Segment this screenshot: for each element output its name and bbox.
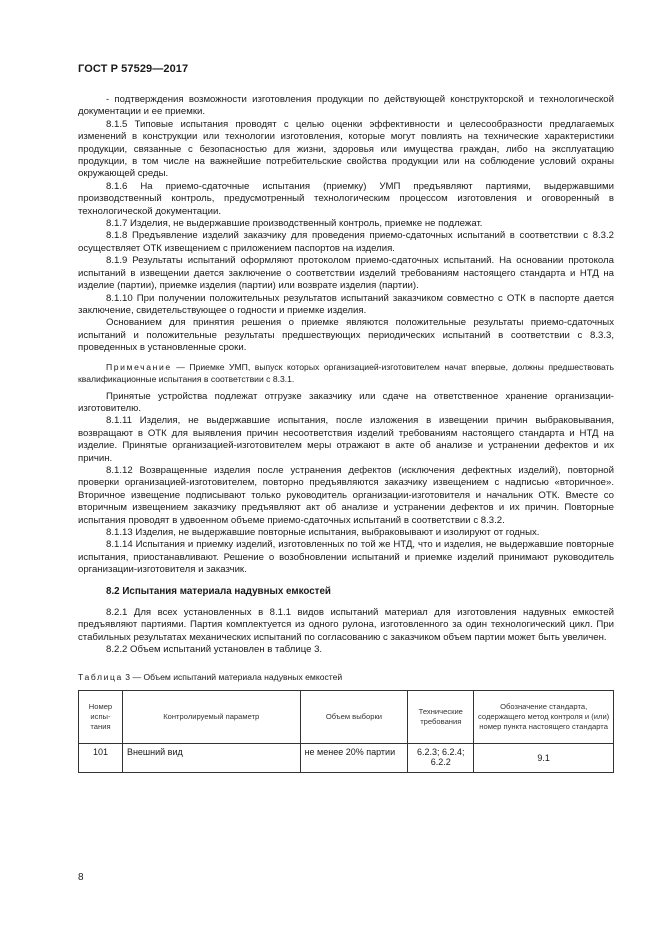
table-caption-label: Таблица <box>78 671 123 682</box>
paragraph-8-1-8: 8.1.8 Предъявление изделий заказчику для проведения приемо-сдаточных испытаний в соответствии с 8.3.2 осуществляет ОТК извещением с приложением паспортов на изделия. <box>78 230 614 254</box>
column-header-sample-size: Объем выборки <box>300 691 408 744</box>
column-header-test-number: Номер испы-тания <box>79 691 123 744</box>
cell-sample-size: не менее 20% партии <box>300 744 408 773</box>
column-header-standard: Обозначение стандарта, содержащего метод контроля и (или) номер пункта настоящего стандарта <box>474 691 614 744</box>
paragraph: Основанием для принятия решения о приемке являются положительные результаты приемо-сдаточных испытаний и положительные результаты предшествующих периодических испытаний в соответствии с 8.3.3, проведенных в установленные сроки. <box>78 317 614 354</box>
paragraph-8-1-11: 8.1.11 Изделия, не выдержавшие испытания, после изложения в извещении причин выбраковывания, возвращают в ОТК для выявления причин несоответствия изделий требованиям настоящего стандарта и НТД на изделие. Принятые организацией-изготовителем меры отражают в акте об анализе и устранении дефектов и их причин. <box>78 415 614 464</box>
section-heading: 8.2 Испытания материала надувных емкостей <box>106 585 331 597</box>
table-header-row <box>79 691 614 744</box>
paragraph-8-2-2: 8.2.2 Объем испытаний установлен в таблице 3. <box>106 644 323 656</box>
note-text: — Приемке УМП, выпуск которых организацией-изготовителем начат впервые, должны предшествовать квалификационные испытания в соответствии с 8.3.1. <box>78 361 614 384</box>
column-header-requirements: Технические требования <box>408 691 474 744</box>
table-row <box>79 744 614 773</box>
cell-test-number: 101 <box>79 744 123 773</box>
cell-standard: 9.1 <box>474 744 614 773</box>
paragraph-8-1-13: 8.1.13 Изделия, не выдержавшие повторные испытания, выбраковывают и изолируют от годных. <box>106 527 540 538</box>
table-caption-text: 3 — Объем испытаний материала надувных емкостей <box>122 671 343 682</box>
paragraph-8-1-10: 8.1.10 При получении положительных результатов испытаний заказчиком совместно с ОТК в паспорте дается заключение, свидетельствующее о годности и приемке изделия. <box>78 292 614 316</box>
column-header-parameter: Контролируемый параметр <box>122 691 300 744</box>
paragraph-8-1-5: 8.1.5 Типовые испытания проводят с целью оценки эффективности и целесообразности предлагаемых изменений в конструкции или технологии изготовления, которые могут повлиять на технические характеристики продукции, связанные с безопасностью для жизни, здоровья или имущества граждан, либо на эксплуатацию продукции, в том числе на важнейшие потребительские свойства продукции или на соблюдение условий охраны окружающей среды. <box>78 118 614 180</box>
paragraph-8-1-14: 8.1.14 Испытания и приемку изделий, изготовленных по той же НТД, что и изделия, не выдержавшие повторные испытания, приостанавливают. Решение о возобновлении испытаний и приемке изделий принимают руководитель организации-изготовителя и заказчик. <box>78 539 614 576</box>
table-caption <box>78 671 614 683</box>
paragraph: Принятые устройства подлежат отгрузке заказчику или сдаче на ответственное хранение организации-изготовителю. <box>78 390 614 414</box>
document-header-title: ГОСТ Р 57529—2017 <box>78 63 189 75</box>
paragraph-8-1-6: 8.1.6 На приемо-сдаточные испытания (приемку) УМП предъявляют партиями, выдержавшими производственный контроль, предусмотренный технологическим процессом изготовления и оговоренный в технологической документации. <box>78 180 614 217</box>
cell-requirements: 6.2.3; 6.2.4; 6.2.2 <box>408 744 474 773</box>
paragraph-8-2-1: 8.2.1 Для всех установленных в 8.1.1 видов испытаний материал для изготовления надувных емкостей предъявляют партиями. Партия комплектуется из одного рулона, изготовленного за один технологический цикл. При стабильных результатах механических испытаний по согласованию с заказчиком объем партии может быть увеличен. <box>78 607 614 643</box>
cell-parameter: Внешний вид <box>122 744 300 773</box>
page-number: 8 <box>78 872 84 883</box>
paragraph: - подтверждения возможности изготовления продукции по действующей конструкторской и технологической документации и ее приемки. <box>78 94 614 118</box>
document-body <box>78 94 614 773</box>
note-label: Примечание <box>106 361 172 372</box>
paragraph-8-1-7: 8.1.7 Изделия, не выдержавшие производственный контроль, приемке не подлежат. <box>106 218 483 230</box>
note <box>78 361 614 385</box>
paragraph-8-1-12: 8.1.12 Возвращенные изделия после устранения дефектов (исключения дефектных изделий), повторной проверки организацией-изготовителем, повторно предъявляются заказчику извещением с надписью «вторичное». Вторичное извещение подписывают только руководитель организации-изготовителя и начальник ОТК. Вместе со вторичным извещением заказчику предъявляют акт об анализе и устранении дефектов и их причин. Повторные испытания проводят в удвоенном объеме приемо-сдаточных испытаний в соответствии с 8.3.2. <box>78 464 614 526</box>
paragraph-8-1-9: 8.1.9 Результаты испытаний оформляют протоколом приемо-сдаточных испытаний. На основании протокола испытаний в извещении дается заключение о соответствии изделий требованиям настоящего стандарта и НТД на изделие (партии), приемке изделия (партии) или возврате изделия (партии). <box>78 255 614 292</box>
tests-table <box>78 690 614 773</box>
